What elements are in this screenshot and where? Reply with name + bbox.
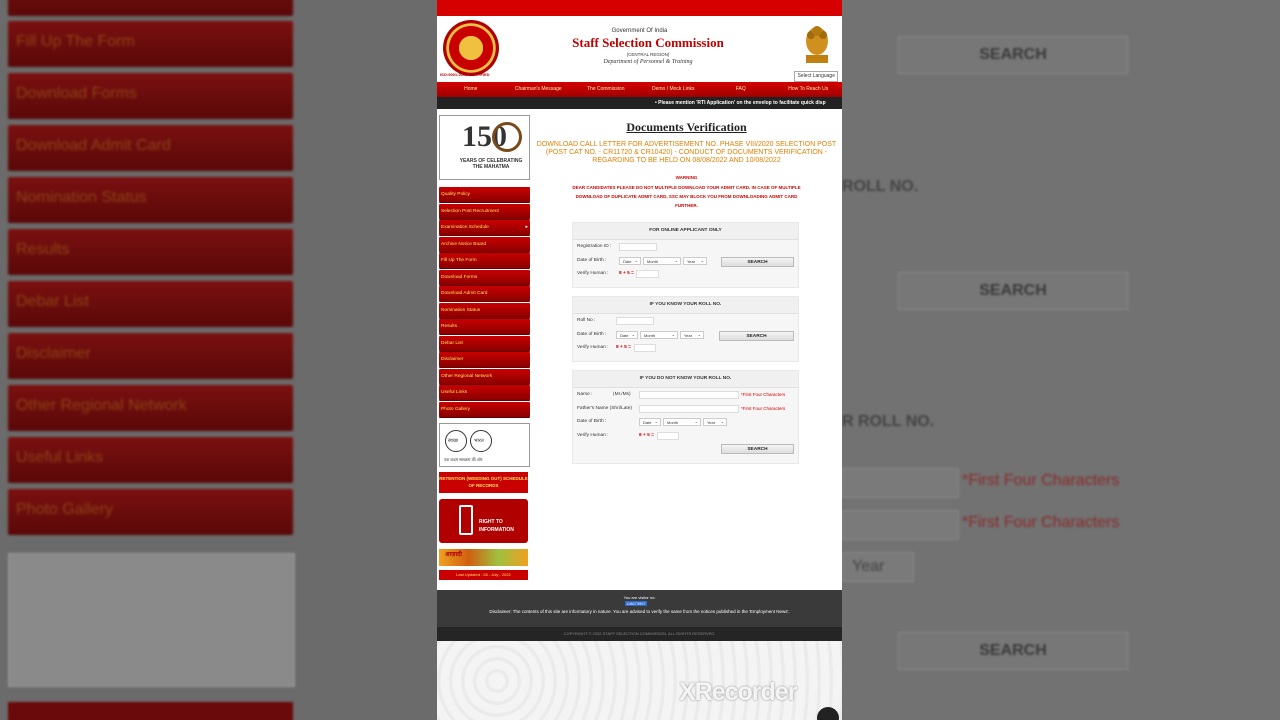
bg-menu-item: Other Regional Network	[8, 385, 293, 431]
sidebar-item-selection-post[interactable]: Selection Post Recruitment	[439, 204, 530, 219]
chevron-right-icon: ▸	[525, 224, 528, 230]
name-label: Name :	[577, 392, 593, 397]
bg-menu-item: Useful Links	[8, 437, 293, 483]
search-button[interactable]: SEARCH	[721, 257, 794, 267]
warning-title: WARNING	[675, 175, 698, 180]
swachh-tagline: एक कदम स्वच्छता की ओर	[444, 456, 483, 462]
father-name-hint: *First Four Characters	[741, 405, 786, 411]
search-button[interactable]: SEARCH	[721, 444, 794, 454]
bg-field	[842, 510, 959, 540]
name-hint: *First Four Characters	[741, 392, 786, 397]
copyright: COPYRIGHT © 2022 STAFF SELECTION COMMISSION. ALL RIGHTS RESERVED.	[437, 627, 842, 641]
name-prefix: (Mr./Ms)	[613, 392, 631, 397]
search-button[interactable]: SEARCH	[719, 331, 794, 341]
registration-label: Registration ID :	[577, 244, 612, 249]
banner-caption: YEARS OF CELEBRATING THE MAHATMA	[459, 158, 523, 170]
sidebar-item-regional-network[interactable]: Other Regional Network	[439, 369, 530, 384]
visitor-count: 118673957	[626, 601, 646, 606]
bg-swachh-panel	[8, 553, 295, 687]
main-nav	[437, 82, 842, 97]
dob-date-select[interactable]: Date ⌄	[639, 418, 661, 426]
notice-link[interactable]: DOWNLOAD CALL LETTER FOR ADVERTISEMENT NO. PHASE VIII/2020 SELECTION POST (POST CAT NO. - CR11720 & CR10420) - CONDUCT OF DOCUMENTS VERIFICATION - REGARDING TO BE HELD ON 08/08/2022 AND 10/08/2022	[536, 141, 837, 164]
ssc-page	[437, 0, 842, 720]
bg-roll-heading: R ROLL NO.	[842, 413, 935, 430]
swachh-bharat-banner[interactable]	[439, 423, 530, 467]
sidebar-item-useful-links[interactable]: Useful Links	[439, 385, 530, 400]
swachh-left-text: स्वच्छ	[448, 437, 459, 444]
nav-faq[interactable]: FAQ	[735, 86, 746, 92]
national-emblem-icon	[802, 19, 832, 69]
unknown-roll-form	[572, 370, 799, 464]
sidebar-menu	[439, 187, 530, 417]
verify-human-label: Verify Human :	[577, 432, 609, 438]
news-marquee[interactable]: • Please mention 'RTI Application' on the envelop to facilitate quick disp	[437, 97, 842, 109]
form-row	[573, 415, 798, 429]
nav-commission[interactable]: The Commission	[586, 86, 625, 92]
sidebar-item-debar-list[interactable]: Debar List	[439, 336, 530, 351]
sidebar-item-label: Examination Schedule	[441, 225, 489, 230]
sidebar-item-download-forms[interactable]: Download Forms	[439, 270, 530, 285]
father-name-input[interactable]	[639, 405, 739, 413]
captcha-input[interactable]	[634, 344, 656, 352]
footer-disclaimer: Disclaimer: The contents of this site are informatory in nature. You are advised to verify the same from the notices published in the 'Employment News'.	[489, 609, 790, 614]
bg-retention-panel	[8, 702, 293, 720]
form-row	[573, 267, 798, 281]
last-updated: Last Updated : 28 - July - 2022	[439, 570, 528, 580]
online-applicant-form	[572, 222, 799, 288]
bg-menu-item: Fill Up The Form	[8, 21, 293, 67]
bg-menu-item: Results	[8, 229, 293, 275]
form-title: IF YOU KNOW YOUR ROLL NO.	[573, 297, 798, 314]
bg-menu-item: Download Admit Card	[8, 125, 293, 171]
roll-no-label: Roll No :	[577, 318, 596, 323]
department-text: Department of Personnel & Training	[603, 59, 693, 65]
visitor-label: You are visitor no:	[623, 595, 656, 600]
footer-info	[437, 590, 842, 627]
bg-year-text: Year	[852, 558, 885, 575]
banner-number: 150	[462, 120, 507, 153]
charkha-icon	[492, 122, 522, 152]
know-roll-form	[572, 296, 799, 362]
father-name-label: Father's Name (Shri/Late)	[577, 405, 633, 411]
bg-roll-heading: ROLL NO.	[842, 178, 919, 195]
captcha-text: 8 + 5 =	[619, 271, 634, 276]
bg-hint: *First Four Characters	[962, 514, 1120, 531]
nav-home[interactable]: Home	[464, 86, 478, 92]
page-title: Documents Verification	[626, 120, 747, 134]
bg-hint: *First Four Characters	[962, 472, 1120, 489]
rti-text: RIGHT TO INFORMATION	[479, 518, 514, 533]
dob-label: Date of Birth :	[577, 257, 607, 263]
captcha-input[interactable]	[657, 432, 679, 440]
dob-label: Date of Birth :	[577, 419, 607, 424]
dob-label: Date of Birth :	[577, 331, 607, 337]
sidebar-item-archive[interactable]: Archive Notice Board	[439, 237, 530, 252]
dob-year-select[interactable]: Year ⌄	[680, 331, 704, 339]
top-red-bar	[437, 0, 842, 16]
captcha-input[interactable]	[636, 270, 659, 278]
form-row	[573, 442, 798, 456]
nav-chairman[interactable]: Chairman's Message	[514, 86, 562, 92]
retention-schedule-link[interactable]: RETENTION (WEEDING OUT) SCHEDULE OF RECORDS	[439, 472, 528, 493]
verify-human-label: Verify Human :	[577, 345, 609, 350]
form-row	[573, 402, 798, 416]
bg-menu-item: Nomination Status	[8, 177, 293, 223]
registration-id-input[interactable]	[619, 243, 657, 251]
background-left-blur	[0, 0, 437, 720]
site-header	[437, 16, 842, 82]
bg-menu-item	[8, 0, 293, 16]
sidebar-item-fill-form[interactable]: Fill Up The Form	[439, 253, 530, 268]
roll-no-input[interactable]	[616, 317, 654, 325]
captcha-text: 8 + 5 =	[639, 432, 654, 438]
name-input[interactable]	[639, 391, 739, 399]
form-row	[573, 341, 798, 355]
sidebar-item-quality-policy[interactable]: Quality Policy	[439, 187, 530, 202]
bg-menu-item: Download Forms	[8, 73, 293, 119]
bg-search-button: SEARCH	[898, 632, 1128, 670]
dob-month-select[interactable]: Month ⌄	[643, 257, 681, 265]
form-title: IF YOU DO NOT KNOW YOUR ROLL NO.	[573, 371, 798, 388]
dob-month-select[interactable]: Month ⌄	[640, 331, 678, 339]
azadi-text: आज़ादी	[445, 551, 462, 558]
sidebar-item-disclaimer[interactable]: Disclaimer	[439, 352, 530, 367]
form-row	[573, 328, 798, 342]
form-row	[573, 314, 798, 328]
background-right-blur	[842, 0, 1280, 720]
rti-person-icon	[459, 505, 473, 535]
form-row	[573, 240, 798, 254]
bg-field	[842, 468, 959, 498]
bg-search-button: SEARCH	[898, 272, 1128, 310]
form-title: FOR ONLINE APPLICANT ONLY	[573, 223, 798, 240]
dob-date-select[interactable]: Date ⌄	[616, 331, 638, 339]
recorder-watermark: XRecorder	[679, 678, 797, 706]
verify-human-label: Verify Human :	[577, 271, 609, 276]
bg-menu-item: Photo Gallery	[8, 489, 293, 535]
sidebar-item-exam-schedule[interactable]	[439, 220, 530, 235]
dob-year-select[interactable]: Year ⌄	[703, 418, 727, 426]
dob-date-select[interactable]: Date ⌄	[619, 257, 641, 265]
site-title: Staff Selection Commission	[572, 35, 724, 50]
government-text: Government Of India	[611, 28, 668, 34]
iso-caption: ISO:9001:2008 CERTIFIED	[440, 72, 490, 77]
sidebar-item-photo-gallery[interactable]: Photo Gallery	[439, 402, 530, 417]
nav-demo[interactable]: Demo / Mock Links	[651, 86, 695, 92]
region-text: (CENTRAL REGION)	[626, 52, 670, 57]
nav-reach-us[interactable]: How To Reach Us	[788, 86, 829, 92]
main-content	[534, 115, 839, 452]
gandhi-150-banner[interactable]	[439, 115, 530, 180]
form-row	[573, 254, 798, 268]
azadi-banner[interactable]	[439, 549, 528, 566]
dob-month-select[interactable]: Month ⌄	[663, 418, 701, 426]
bg-menu-item: Debar List	[8, 281, 293, 327]
bg-search-button: SEARCH	[898, 36, 1128, 74]
left-sidebar	[439, 115, 530, 580]
captcha-text: 8 + 5 =	[616, 345, 631, 350]
sidebar-item-nomination[interactable]: Nomination Status	[439, 303, 530, 318]
rti-banner[interactable]	[439, 499, 528, 543]
warning-text: DEAR CANDIDATES PLEASE DO NOT MULTIPLE DOWNLOAD YOUR ADMIT CARD. IN CASE OF MULTIPLE DOWNLOAD OF DUPLICATE ADMIT CARD, SSC MAY BLOCK YOU FROM DOWNLOADING ADMIT CARD FURTHER.	[572, 185, 801, 208]
bg-menu-item: Disclaimer	[8, 333, 293, 379]
dob-year-select[interactable]: Year ⌄	[683, 257, 707, 265]
swachh-right-text: भारत	[474, 437, 484, 444]
language-select[interactable]: Select Language	[794, 71, 838, 82]
sidebar-item-results[interactable]: Results	[439, 319, 530, 334]
form-row	[573, 388, 798, 402]
sidebar-item-admit-card[interactable]: Download Admit Card	[439, 286, 530, 301]
form-row	[573, 429, 798, 443]
